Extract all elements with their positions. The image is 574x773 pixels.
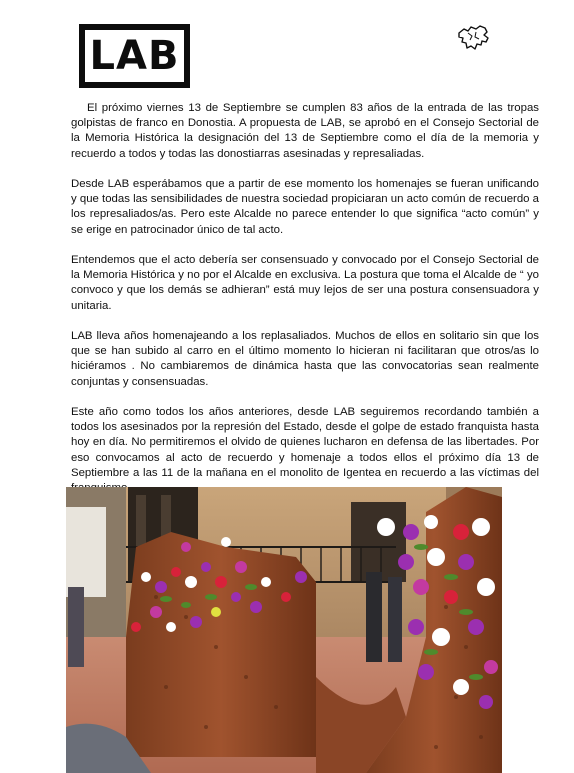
lab-logo-inner [85, 30, 184, 82]
lab-logo [79, 24, 190, 88]
paragraph-consensus: Entendemos que el acto debería ser consensuado y convocado por el Consejo Sectorial de la Memoria Histórica y no por el Alcalde en exclusiva. La postura que toma el Alcalde de “ yo convoco y que los demás se adhieran” está muy lejos de ser una postura consensuadora y unitaria. [71, 254, 539, 312]
paragraph-call-to-act: Este año como todos los años anteriores, desde LAB seguiremos recordando también a todos los asesinados por la represión del Estado, desde el golpe de estado franquista hasta hoy en día. No permitiremos el olvido de quienes lucharon en defensa de las libertades. Por eso convocamos al acto de recuerdo y homenaje a todos ellos el próximo día 13 de Septiembre a las 11 de la mañana en el monolito de Igentea en recuerdo a las víctimas del [71, 406, 539, 479]
press-release-body [71, 101, 539, 511]
paragraph-expectations: Desde LAB esperábamos que a partir de ese momento los homenajes se fueran unificando y que todas las sensibilidades de nuestra sociedad propiciaran un acto común de recuerdo a los represaliados/as. Pero este Alcalde no parece entender lo que significa “acto común” y se erige en patrocinador único de tal acto. [71, 178, 539, 236]
memorial-photo [66, 487, 502, 773]
paragraph-tributes: LAB lleva años homenajeando a los replasaliados. Muchos de ellos en solitario sin que los que se han subido al carro en el último momento lo hicieran ni facilitaran que otros/as lo hiciéramos . No cambiaremos de dinámica hasta que las convocatorias sean realmente conjuntas y consensuadas. [71, 330, 539, 388]
lab-logo-text: LAB [89, 33, 180, 79]
paragraph-announcement: El próximo viernes 13 de Septiembre se cumplen 83 años de la entrada de las tropas golpistas de franco en Donostia. A propuesta de LAB, se aprobó en el Consejo Sectorial de la Memoria Histórica la designación del 13 de Septiembre como el día de la memoria y recuerdo a todos y todas las donostiarras asesinadas y represaliadas. [71, 102, 539, 160]
memorial-photo-illustration [66, 487, 502, 773]
basque-country-map-icon [456, 24, 490, 52]
